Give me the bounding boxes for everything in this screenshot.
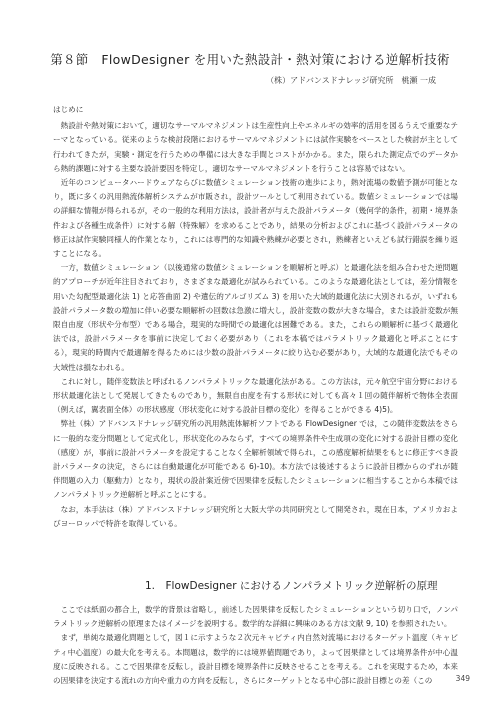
main-text bbox=[53, 103, 458, 531]
paragraph: 一方，数値シミュレーション（以後通常の数値シミュレーションを順解析と呼ぶ）と最適化法を組み合わせた逆問題的アプローチが近年注目されており，さまざまな最適化が試みられている。このような最適化法としては，差分情報を用いた勾配型最適化法 1) と応答曲面 2) や遺伝的アルゴリズム 3) を用いた大域的最適化法に大別されるが，いずれも設計パラメータ数の増加に伴い必要な順解析の回数は急激に増大し，設計変数の数が大きな場合，または設計変数が無限自由度（形状や分布型）である場合，現実的な時間での最適化は困難である。また，これらの順解析に基づく最適化法では，設計パラメータを事前に決定しておく必要があり（これを本稿ではパラメトリック最適化と呼ぶことにする），現実的時間内で最適解を得るためには少数の設計パラメータに絞り込む必要があり，大域的な最適化法でもその大域性は損なわれる。 bbox=[53, 263, 458, 372]
paragraph: 近年のコンピュータハードウェアならびに数値シミュレーション技術の進歩により，熱対流場の数値予測が可能となり，既に多くの汎用熱流体解析システムが市販され，設計ツールとして利用されている。数値シミュレーションでは場の詳細な情報が得られるが，その一般的な利用方法は，設計者が与えた設計パラメータ（幾何学的条件，初期・境界条件および各種生成条件）に対する解（特殊解）を求めることであり，結果の分析およびこれに基づく設計パラメータの修正は試作実験同様人的作業となり，これには専門的な知識や熟練が必要とされ，熟練者といえども試行錯誤を繰り返すことになる。 bbox=[53, 178, 458, 259]
paragraph: これに対し，随伴変数法と呼ばれるノンパラメトリックな最適化法がある。この方法は，元々航空宇宙分野における形状最適化法として発展してきたものであり，無限自由度を有する形状に対しても高々１回の随伴解析で物体全表面（例えば，翼表面全体）の形状感度（形状変化に対する設計目標の変化）を得ることができる 4)5)。 bbox=[53, 376, 458, 415]
paragraph: まず，単純な最適化問題として，図１に示すような２次元キャビティ内自然対流場におけるターゲット温度（キャビティ中心温度）の最大化を考える。本問題は，数学的には境界値問題であり，よって因果律としては境界条件が中心温度に反映される。ここで因果律を反転し，設計目標を境界条件に反映させることを考える。これを実現するため，本来の因果律を決定する流れの方向や重力の方向を反転し，さらにターゲットとなる中心部に設計目標との差（この bbox=[53, 633, 458, 686]
page-number: 349 bbox=[455, 674, 470, 683]
section-text bbox=[53, 603, 458, 688]
paragraph: なお，本手法は（株）アドバンスドナレッジ研究所と大阪大学の共同研究として開発され，現在日本，アメリカおよびヨーロッパで特許を取得している。 bbox=[53, 504, 458, 528]
paragraph: 熱設計や熱対策において，適切なサーマルマネジメントは生産性向上やエネルギの効率的活用を図るうえで重要なテーマとなっている。従来のような検討段階におけるサーマルマネジメントには試作実験をベースとした検討が主として行われてきたが，実験・測定を行うための準備には大きな手間とコストがかかる。また，限られた測定点でのデータから熱的課題に対する主要な設計要因を特定し，適切なサーマルマネジメントを行うことは容易ではない。 bbox=[53, 121, 458, 173]
author-line: （株）アドバンスドナレッジ研究所 桃瀬 一成 bbox=[266, 76, 436, 85]
paragraph: 弊社（株）アドバンスドナレッジ研究所の汎用熱流体解析ソフトである FlowDesigner では，この随伴変数法をさらに一般的な変分問題として定式化し，形状変化のみならず，すべての境界条件や生成項の変化に対する設計目標の変化（感度）が，事前に設計パラメータを設定することなく全解析領域で得られ，この感度解析結果をもとに修正すべき設計パラメータの決定，さらには自動最適化が可能である 6)-10)。本方法では後述するように設計目標からのずれが随伴問題の入力（駆動力）となり，現状の設計案近傍で因果律を反転したシミュレーションに相当することから本稿ではノンパラメトリック逆解析と呼ぶことにする。 bbox=[53, 419, 458, 500]
page-title: 第８節 FlowDesigner を用いた熱設計・熱対策における逆解析技術 bbox=[50, 52, 450, 67]
paragraph: ここでは紙面の都合上，数学的背景は省略し，前述した因果律を反転したシミュレーションという切り口で，ノンパラメトリック逆解析の原理またはイメージを説明する。数学的な詳細に興味のある方は文献 9, 10) を参照されたい。 bbox=[53, 605, 458, 629]
section-heading: 1. FlowDesigner におけるノンパラメトリック逆解析の原理 bbox=[145, 580, 438, 592]
intro-heading: はじめに bbox=[53, 105, 84, 114]
